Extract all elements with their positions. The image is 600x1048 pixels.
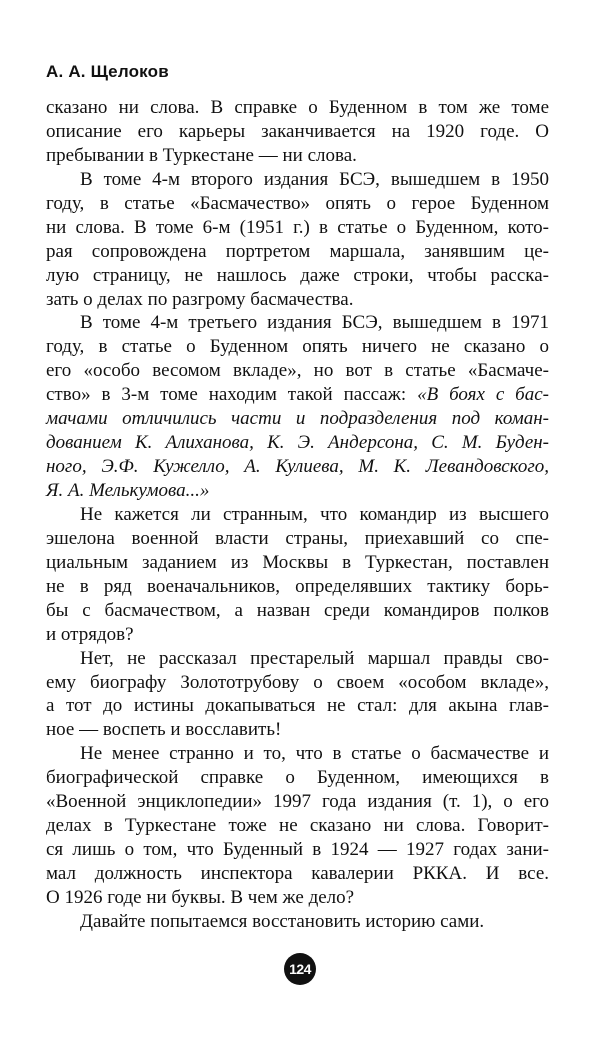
line-text: и отрядов?: [46, 623, 134, 645]
text-line: [46, 718, 549, 742]
text-line: [46, 551, 549, 575]
line-text: лую страницу, не нашлось даже строки, чтобы расска-: [46, 264, 549, 286]
line-text: не в ряд военачальников, определявших тактику борь-: [46, 575, 549, 597]
line-text: ся лишь о том, что Буденный в 1924 — 1927 годах зани-: [46, 839, 549, 861]
text-line: [46, 192, 549, 216]
text-line: [46, 862, 549, 886]
text-line: [46, 359, 549, 383]
text-line: [46, 335, 549, 359]
page-number-badge: 124: [284, 953, 316, 985]
line-text: его «особо весомом вкладе», но вот в статье «Басмаче-: [46, 360, 549, 382]
quoted-italic-text: Я. А. Мелькумова...»: [46, 480, 210, 501]
text-line: [46, 311, 549, 335]
line-text: О 1926 годе ни буквы. В чем же дело?: [46, 886, 355, 908]
line-text: году, в статье «Басмачество» опять о герое Буденном: [46, 192, 549, 214]
line-text: Нет, не рассказал престарелый маршал правды сво-: [80, 647, 549, 669]
text-line: [46, 216, 549, 240]
text-line: [46, 503, 549, 527]
page-body-text: [46, 96, 549, 934]
line-text: ное — воспеть и восславить!: [46, 719, 282, 741]
text-line: [46, 742, 549, 766]
line-text: пребывании в Туркестане — ни слова.: [46, 144, 357, 166]
text-line: [46, 623, 549, 647]
text-line: [46, 264, 549, 288]
text-line: [46, 96, 549, 120]
text-line: [46, 647, 549, 671]
line-text: рая сопровождена портретом маршала, занявшим це-: [46, 240, 549, 262]
text-line: [46, 671, 549, 695]
quoted-italic-text: дованием К. Алиханова, К. Э. Андерсона, С. М. Буден-: [46, 432, 549, 454]
line-text: описание его карьеры заканчивается на 1920 годе. О: [46, 120, 549, 142]
text-line: [46, 766, 549, 790]
quoted-italic-text: «В боях с бас-: [417, 384, 549, 406]
line-text: Не кажется ли странным, что командир из высшего: [80, 503, 549, 525]
line-text: мал должность инспектора кавалерии РККА. И все.: [46, 863, 549, 884]
line-text: эшелона военной власти страны, приехавший со спе-: [46, 527, 549, 549]
line-text: биографической справке о Буденном, имеющихся в: [46, 767, 549, 789]
text-line: [46, 599, 549, 623]
text-line: [46, 886, 549, 910]
line-text: сказано ни слова. В справке о Буденном в том же томе: [46, 97, 549, 118]
text-line: [46, 431, 549, 455]
text-line: [46, 240, 549, 264]
text-line: [46, 407, 549, 431]
text-line: [46, 120, 549, 144]
line-text: «Военной энциклопедии» 1997 года издания (т. 1), о его: [46, 791, 549, 813]
text-line: [46, 383, 549, 407]
line-text: году, в статье о Буденном опять ничего не сказано о: [46, 336, 549, 358]
text-line: [46, 144, 549, 168]
text-line: [46, 288, 549, 312]
quoted-italic-text: мачами отличились части и подразделения под коман-: [46, 408, 549, 430]
line-text: циальным заданием из Москвы в Туркестан, поставлен: [46, 551, 549, 573]
text-line: [46, 479, 549, 503]
text-line: [46, 838, 549, 862]
line-text: ему биографу Золототрубову о своем «особом вкладе»,: [46, 671, 549, 693]
line-text: В томе 4-м третьего издания БСЭ, вышедшем в 1971: [80, 312, 549, 334]
quoted-italic-text: ного, Э.Ф. Кужелло, А. Кулиева, М. К. Левандовского,: [46, 456, 549, 478]
line-text: Не менее странно и то, что в статье о басмачестве и: [80, 743, 549, 765]
text-line: [46, 694, 549, 718]
text-line: [46, 527, 549, 551]
text-line: [46, 168, 549, 192]
line-text: Давайте попытаемся восстановить историю сами.: [80, 910, 485, 932]
text-line: [46, 814, 549, 838]
line-text: а тот до истины докапываться не стал: для акына глав-: [46, 695, 549, 717]
running-header-author: А. А. Щелоков: [46, 62, 169, 81]
text-line: [46, 575, 549, 599]
line-text: В томе 4-м второго издания БСЭ, вышедшем в 1950: [80, 168, 549, 190]
line-text: бы с басмачеством, а назван среди командиров полков: [46, 599, 549, 621]
line-text: ни слова. В томе 6-м (1951 г.) в статье о Буденном, кото-: [46, 216, 549, 238]
line-text: ство» в 3-м томе находим такой пассаж:: [46, 384, 418, 406]
line-text: зать о делах по разгрому басмачества.: [46, 288, 354, 310]
text-line: [46, 910, 549, 934]
line-text: делах в Туркестане тоже не сказано ни слова. Говорит-: [46, 815, 549, 837]
text-line: [46, 455, 549, 479]
text-line: [46, 790, 549, 814]
